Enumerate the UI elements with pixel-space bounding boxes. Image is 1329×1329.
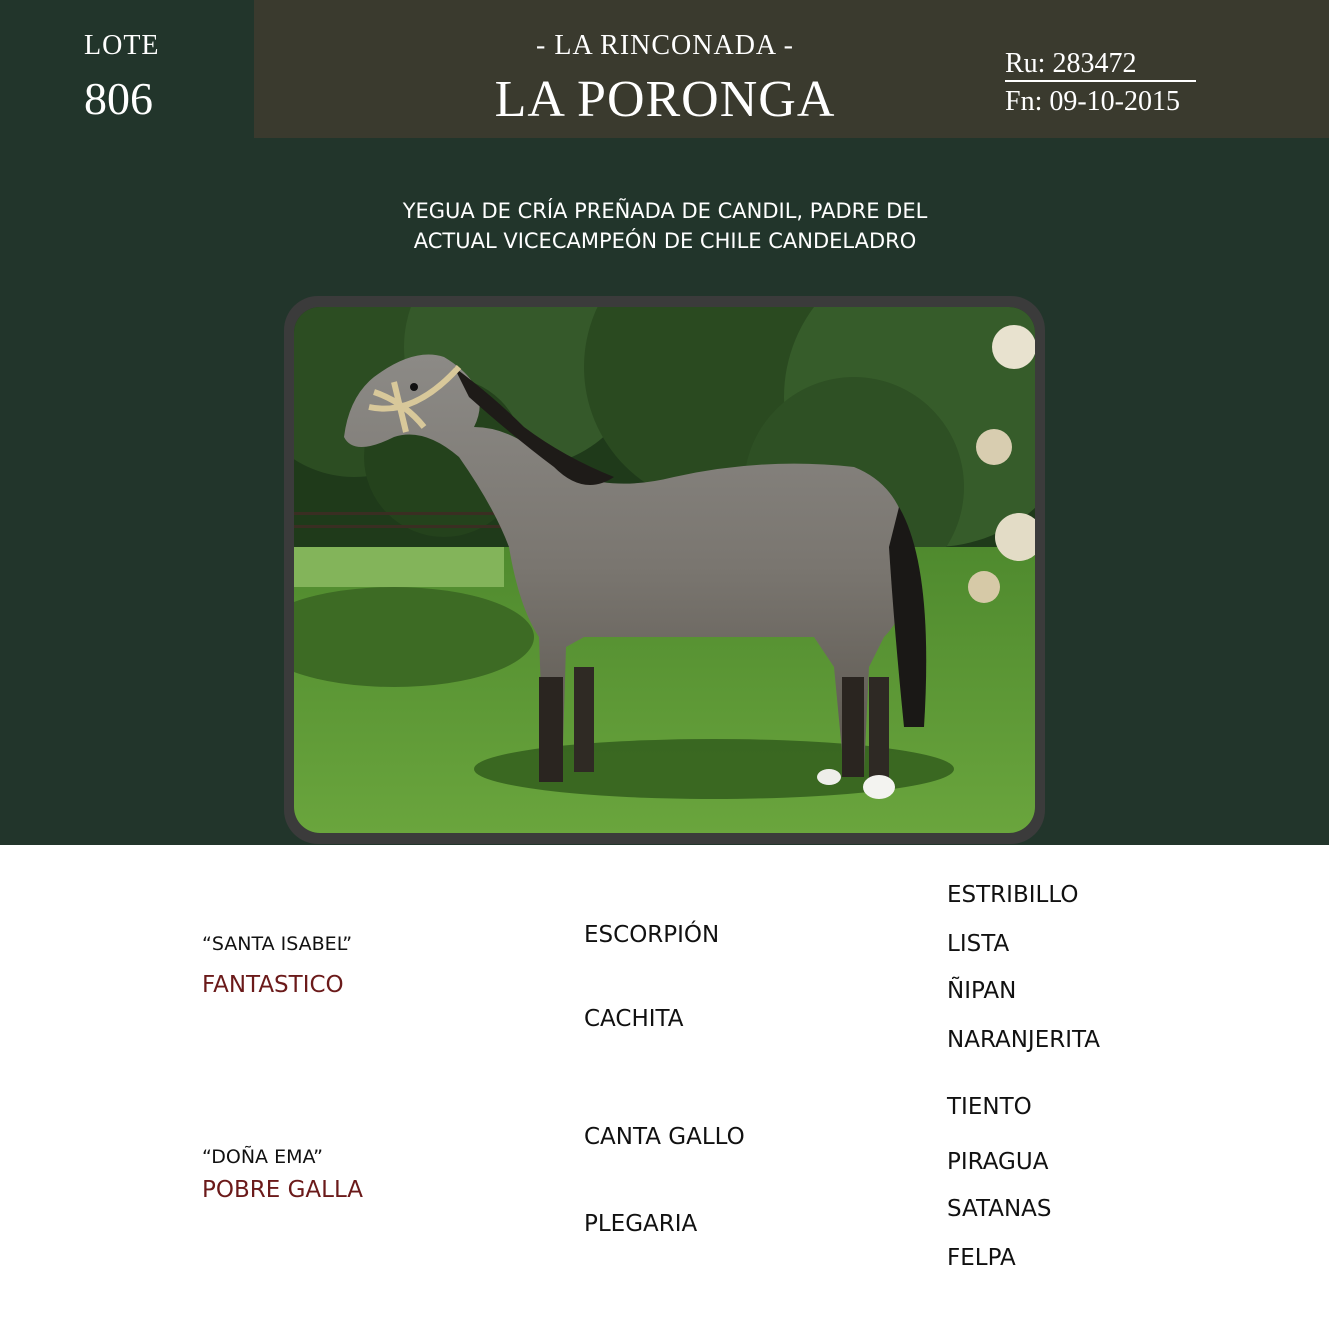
great-grandparent-3: ÑIPAN — [947, 978, 1017, 1004]
sire-name: FANTASTICO — [202, 972, 344, 998]
photo-frame — [284, 296, 1045, 844]
dam-breeder: “DOÑA EMA” — [202, 1146, 323, 1168]
description — [254, 196, 1076, 256]
dam-name: POBRE GALLA — [202, 1177, 364, 1203]
horse-name: LA PORONGA — [494, 71, 836, 128]
breeder-name: - LA RINCONADA - — [536, 30, 794, 61]
great-grandparent-5: TIENTO — [947, 1094, 1032, 1120]
grandparent-1: ESCORPIÓN — [584, 922, 720, 948]
horse-photo — [294, 307, 1035, 833]
great-grandparent-4: NARANJERITA — [947, 1027, 1101, 1053]
great-grandparent-2: LISTA — [947, 931, 1010, 957]
lote-number: 806 — [84, 73, 153, 124]
description-line-2: ACTUAL VICECAMPEÓN DE CHILE CANDELADRO — [413, 229, 917, 253]
great-grandparent-1: ESTRIBILLO — [947, 882, 1079, 908]
description-line-1: YEGUA DE CRÍA PREÑADA DE CANDIL, PADRE DEL — [402, 199, 928, 223]
birth-date: Fn: 09-10-2015 — [1005, 86, 1180, 117]
grandparent-4: PLEGARIA — [584, 1211, 698, 1237]
great-grandparent-8: FELPA — [947, 1245, 1016, 1271]
lote-label: LOTE — [84, 30, 160, 61]
sire-breeder: “SANTA ISABEL” — [202, 933, 353, 955]
grandparent-2: CACHITA — [584, 1006, 684, 1032]
great-grandparent-6: PIRAGUA — [947, 1149, 1049, 1175]
horse-photo-illustration — [294, 307, 1035, 833]
great-grandparent-7: SATANAS — [947, 1196, 1052, 1222]
registration-number: Ru: 283472 — [1005, 48, 1196, 82]
grandparent-3: CANTA GALLO — [584, 1124, 745, 1150]
